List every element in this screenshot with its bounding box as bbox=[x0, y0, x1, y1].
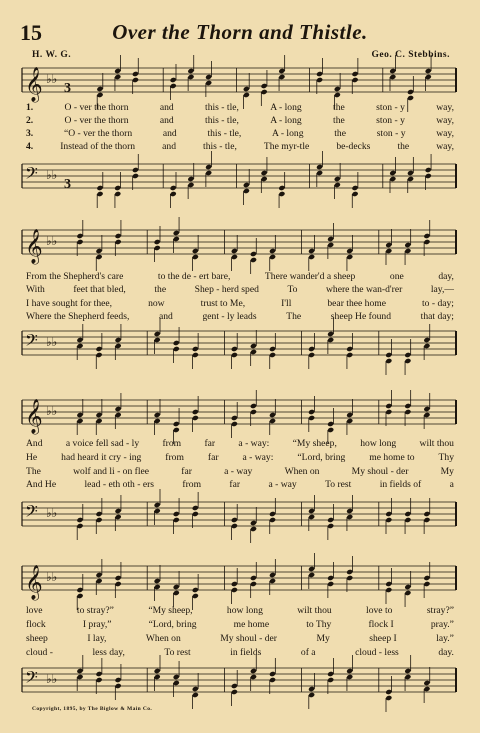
lyric-syllable: flock bbox=[26, 619, 46, 630]
lyric-syllable: sheep I bbox=[369, 633, 397, 644]
lyric-syllable: And He bbox=[26, 479, 57, 490]
bass-staff-1 bbox=[0, 158, 480, 202]
lyric-syllable: a - way bbox=[224, 466, 253, 477]
lyric-syllable: My shoul - der bbox=[220, 633, 278, 644]
lyric-syllable: day, bbox=[438, 271, 454, 282]
lyric-syllable: “Lord, bring bbox=[148, 619, 197, 630]
lyric-syllable: wolf and li - on flee bbox=[73, 466, 150, 477]
lyric-syllable: “My sheep, bbox=[292, 438, 337, 449]
verse-line bbox=[26, 127, 454, 140]
lyric-syllable: love to bbox=[366, 605, 393, 616]
lyric-syllable: He bbox=[26, 452, 38, 463]
lyric-syllable: To rest bbox=[325, 479, 352, 490]
bass-staff-4 bbox=[0, 662, 480, 706]
lyric-syllable: the bbox=[334, 128, 346, 139]
lyric-syllable: now bbox=[148, 298, 165, 309]
flat-icon: ♭♭ bbox=[46, 234, 58, 248]
lyric-syllable: I have sought for thee, bbox=[26, 298, 113, 309]
author-right: Geo. C. Stebbins. bbox=[371, 50, 450, 60]
lyric-syllable: far bbox=[207, 452, 219, 463]
bass-staff-2 bbox=[0, 325, 480, 369]
lyric-syllable: “O - ver the thorn bbox=[63, 128, 133, 139]
lyric-syllable: and bbox=[162, 128, 177, 139]
verse-line bbox=[26, 437, 454, 450]
lyric-syllable: and bbox=[159, 102, 174, 113]
verse-line bbox=[26, 478, 454, 491]
treble-staff-2 bbox=[0, 224, 480, 268]
lyric-syllable: the bbox=[333, 115, 345, 126]
lyric-syllable: wilt thou bbox=[419, 438, 454, 449]
lyric-syllable: less day, bbox=[92, 647, 125, 658]
lyric-syllable: O - ver the thorn bbox=[64, 115, 129, 126]
lyric-syllable: sheep bbox=[26, 633, 48, 644]
lyric-syllable: trust to Me, bbox=[200, 298, 246, 309]
lyric-syllable: gent - ly leads bbox=[202, 311, 257, 322]
lyric-syllable: From the Shepherd's care bbox=[26, 271, 124, 282]
lyric-syllable: from bbox=[182, 479, 202, 490]
lyric-syllable: I'll bbox=[281, 298, 292, 309]
treble-clef-icon: 𝄞 bbox=[25, 565, 43, 600]
lyric-syllable: Shep - herd sped bbox=[194, 284, 259, 295]
verse-line bbox=[26, 451, 454, 464]
bass-clef-icon: 𝄢 bbox=[25, 163, 38, 187]
lyric-syllable: When on bbox=[145, 633, 181, 644]
lyric-syllable: in fields bbox=[230, 647, 262, 658]
time-signature-icon: 3 bbox=[64, 81, 71, 96]
verse-line bbox=[26, 604, 454, 617]
lyric-syllable: to Thy bbox=[306, 619, 332, 630]
lyric-syllable: flock I bbox=[368, 619, 394, 630]
lyric-syllable: The bbox=[286, 311, 302, 322]
lyric-syllable: stray?” bbox=[426, 605, 454, 616]
lyric-syllable: lay.” bbox=[436, 633, 454, 644]
bass-clef-icon: 𝄢 bbox=[25, 501, 38, 525]
lyric-syllable: Thy bbox=[438, 452, 454, 463]
lyric-syllable: When on bbox=[284, 466, 320, 477]
bass-clef-icon: 𝄢 bbox=[25, 667, 38, 691]
bass-clef-icon: 𝄢 bbox=[25, 330, 38, 354]
verse-line bbox=[26, 465, 454, 478]
hymn-number: 15 bbox=[20, 20, 42, 45]
lyric-syllable: pray.” bbox=[430, 619, 454, 630]
verse-line bbox=[26, 140, 454, 153]
verse-line bbox=[26, 618, 454, 631]
lyric-syllable: a - way: bbox=[242, 452, 274, 463]
lyric-syllable: to - day; bbox=[421, 298, 454, 309]
lyric-syllable: “Lord, bring bbox=[297, 452, 346, 463]
lyric-syllable: To rest bbox=[164, 647, 191, 658]
treble-clef-icon: 𝄞 bbox=[25, 67, 43, 102]
lyric-syllable: the bbox=[154, 284, 167, 295]
lyric-syllable: The bbox=[26, 466, 41, 477]
lyric-syllable: a - way bbox=[268, 479, 297, 490]
lyric-syllable: wilt thou bbox=[297, 605, 332, 616]
verse-number: 2. bbox=[26, 115, 34, 126]
lyric-syllable: way, bbox=[436, 115, 454, 126]
lyric-syllable: Where the Shepherd feeds, bbox=[26, 311, 130, 322]
lyric-syllable: way, bbox=[436, 141, 454, 152]
lyric-syllable: bear thee home bbox=[327, 298, 386, 309]
lyric-syllable: O - ver the thorn bbox=[64, 102, 129, 113]
treble-staff-3 bbox=[0, 394, 480, 438]
verse-line bbox=[26, 310, 454, 323]
lyric-syllable: a bbox=[449, 479, 454, 490]
lyric-syllable: way, bbox=[436, 128, 454, 139]
lyric-syllable: and bbox=[159, 115, 174, 126]
author-left: H. W. G. bbox=[32, 50, 72, 60]
flat-icon: ♭♭ bbox=[46, 168, 58, 182]
copyright: Copyright, 1895, by The Biglow & Main Co. bbox=[32, 706, 153, 712]
lyric-syllable: of a bbox=[300, 647, 316, 658]
flat-icon: ♭♭ bbox=[46, 570, 58, 584]
lyric-syllable: cloud - less bbox=[355, 647, 399, 658]
lyric-syllable: There wander'd a sheep bbox=[264, 271, 356, 282]
lyric-syllable: far bbox=[229, 479, 241, 490]
lyric-syllable: My bbox=[316, 633, 330, 644]
flat-icon: ♭♭ bbox=[46, 672, 58, 686]
lyric-syllable: lead - eth oth - ers bbox=[84, 479, 155, 490]
lyric-syllable: and bbox=[162, 141, 176, 152]
lyric-syllable: day. bbox=[438, 647, 454, 658]
lyric-syllable: a - way: bbox=[238, 438, 270, 449]
lyric-syllable: And bbox=[26, 438, 43, 449]
flat-icon: ♭♭ bbox=[46, 335, 58, 349]
lyric-syllable: a voice fell sad - ly bbox=[65, 438, 140, 449]
lyric-syllable: I pray,” bbox=[82, 619, 112, 630]
lyric-syllable: “My sheep, bbox=[148, 605, 193, 616]
treble-clef-icon: 𝄞 bbox=[25, 229, 43, 264]
verse-line bbox=[26, 297, 454, 310]
lyric-syllable: lay,— bbox=[430, 284, 454, 295]
lyric-syllable: way, bbox=[436, 102, 454, 113]
verse-number: 1. bbox=[26, 102, 34, 113]
lyric-syllable: that day; bbox=[420, 311, 454, 322]
lyric-syllable: one bbox=[389, 271, 404, 282]
lyric-syllable: far bbox=[181, 466, 192, 477]
lyric-syllable: me home to bbox=[369, 452, 415, 463]
verse-line bbox=[26, 632, 454, 645]
lyric-syllable: me home bbox=[233, 619, 270, 630]
lyric-syllable: A - long bbox=[270, 115, 302, 126]
lyric-syllable: feet that bled, bbox=[73, 284, 126, 295]
lyric-syllable: My bbox=[440, 466, 454, 477]
lyric-syllable: With bbox=[26, 284, 45, 295]
lyric-syllable: be-decks bbox=[336, 141, 371, 152]
treble-clef-icon: 𝄞 bbox=[25, 399, 43, 434]
lyric-syllable: A - long bbox=[272, 128, 304, 139]
lyric-syllable: Instead of the thorn bbox=[60, 141, 136, 152]
lyric-syllable: the bbox=[397, 141, 410, 152]
lyric-syllable: ston - y bbox=[376, 128, 406, 139]
lyric-syllable: the bbox=[333, 102, 345, 113]
bass-staff-3 bbox=[0, 496, 480, 540]
lyric-syllable: A - long bbox=[270, 102, 302, 113]
lyric-syllable: sheep He found bbox=[330, 311, 392, 322]
verse-number: 3. bbox=[26, 128, 34, 139]
lyric-syllable: love bbox=[26, 605, 43, 616]
lyric-syllable: from bbox=[162, 438, 182, 449]
verse-line bbox=[26, 646, 454, 659]
lyric-syllable: To bbox=[287, 284, 298, 295]
lyric-syllable: this - tle, bbox=[207, 128, 242, 139]
lyric-syllable: this - tle, bbox=[205, 115, 239, 126]
treble-staff-4 bbox=[0, 560, 480, 604]
flat-icon: ♭♭ bbox=[46, 72, 58, 86]
lyric-syllable: this - tle, bbox=[203, 141, 237, 152]
lyric-syllable: from bbox=[165, 452, 184, 463]
lyric-syllable: to stray?” bbox=[76, 605, 114, 616]
lyric-syllable: ston - y bbox=[376, 115, 405, 126]
verse-line bbox=[26, 101, 454, 114]
lyric-syllable: in fields of bbox=[379, 479, 422, 490]
verse-line bbox=[26, 283, 454, 296]
lyric-syllable: and bbox=[159, 311, 173, 322]
lyric-syllable: The myr-tle bbox=[263, 141, 310, 152]
lyric-syllable: where the wan-d'rer bbox=[325, 284, 403, 295]
lyric-syllable: this - tle, bbox=[205, 102, 239, 113]
lyric-syllable: to the de - ert bare, bbox=[157, 271, 231, 282]
lyric-syllable: I lay, bbox=[87, 633, 107, 644]
treble-staff-1 bbox=[0, 62, 480, 106]
lyric-syllable: how long bbox=[360, 438, 397, 449]
lyric-syllable: far bbox=[204, 438, 216, 449]
verse-line bbox=[26, 114, 454, 127]
verse-number: 4. bbox=[26, 141, 34, 152]
flat-icon: ♭♭ bbox=[46, 506, 58, 520]
lyric-syllable: how long bbox=[226, 605, 263, 616]
lyric-syllable: cloud - bbox=[26, 647, 53, 658]
time-signature-icon: 3 bbox=[64, 177, 71, 192]
flat-icon: ♭♭ bbox=[46, 404, 58, 418]
verse-line bbox=[26, 270, 454, 283]
lyric-syllable: had heard it cry - ing bbox=[61, 452, 142, 463]
hymn-title: Over the Thorn and Thistle. bbox=[112, 20, 368, 44]
lyric-syllable: My shoul - der bbox=[351, 466, 409, 477]
lyric-syllable: ston - y bbox=[376, 102, 405, 113]
